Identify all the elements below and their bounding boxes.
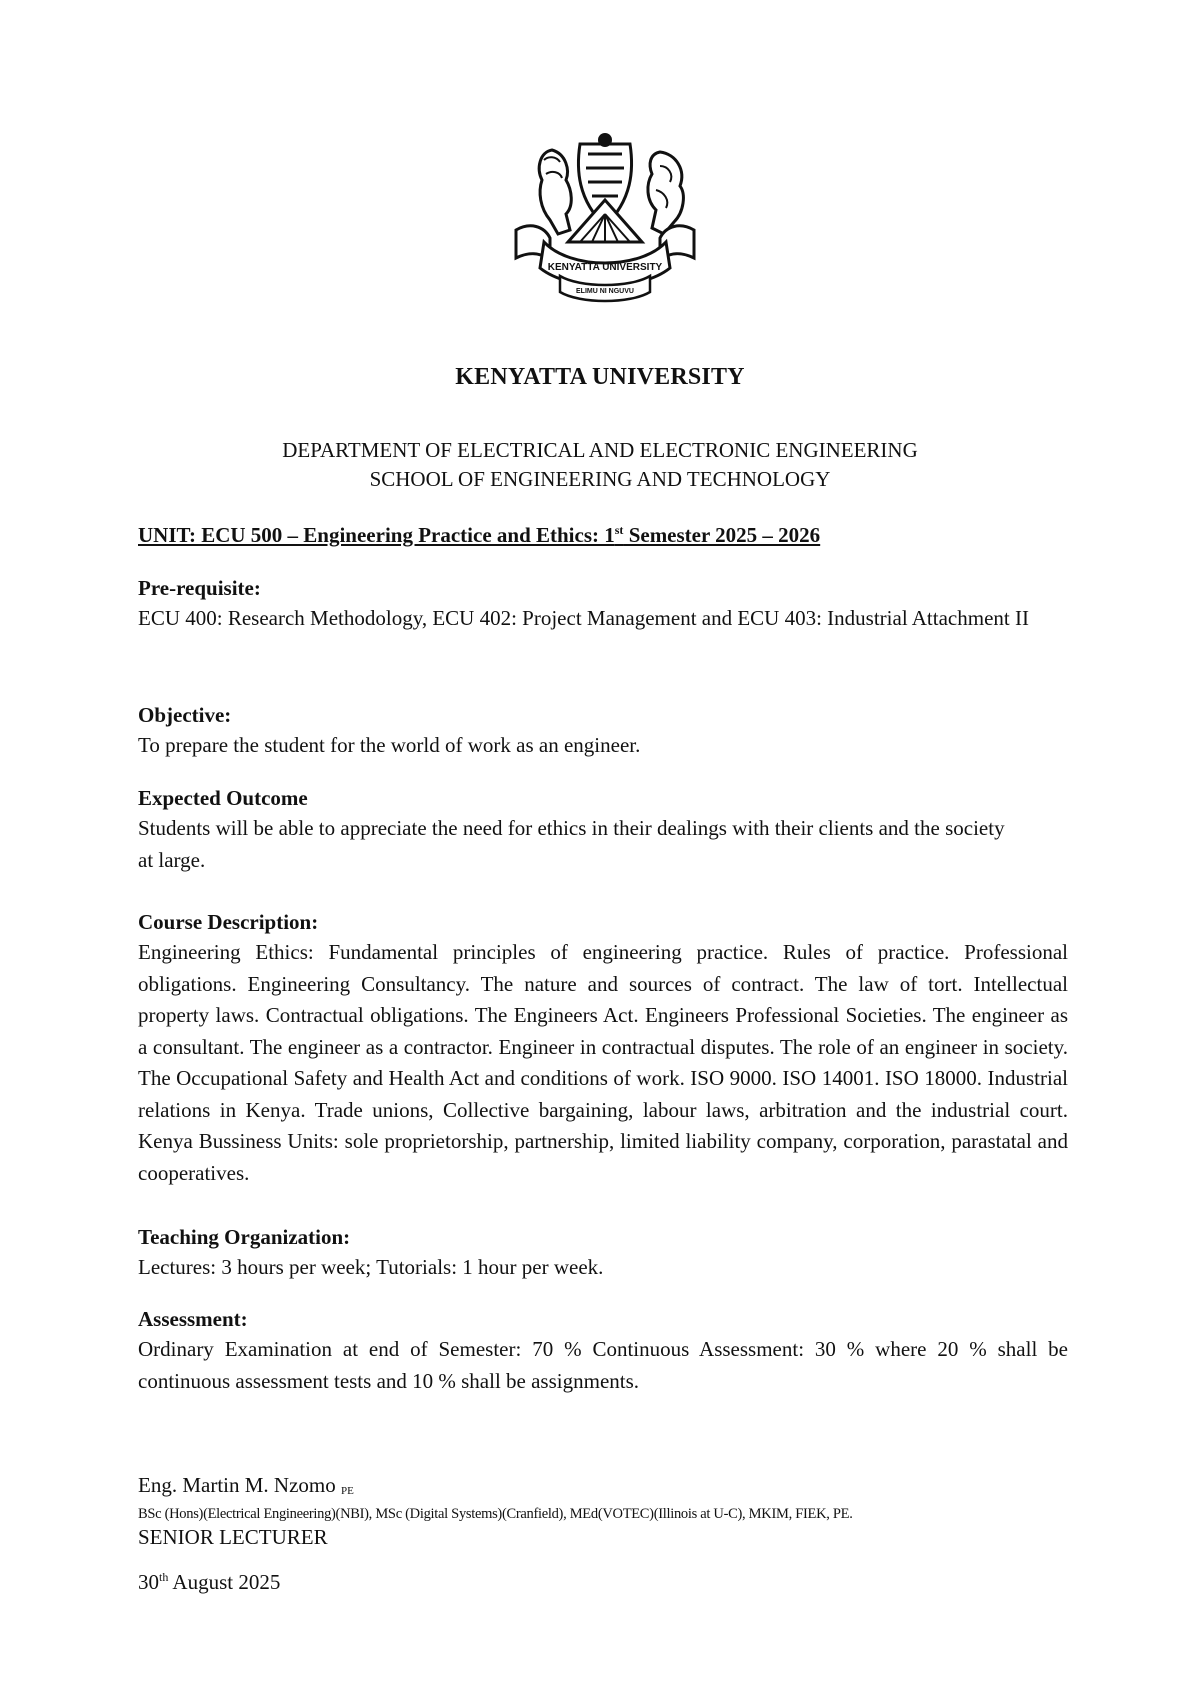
signatory-qualifications: BSc (Hons)(Electrical Engineering)(NBI), MSc (Digital Systems)(Cranfield), MEd(VOTEC)(Illinois at U-C), MKIM, FIEK, PE.: [138, 1506, 853, 1522]
description-heading: Course Description:: [138, 910, 319, 934]
unit-title-suffix: Semester 2025 – 2026: [623, 523, 821, 547]
teaching-heading: Teaching Organization:: [138, 1225, 351, 1249]
signatory-name-line: [138, 1472, 1138, 1504]
logo-motto-text: ELIMU NI NGUVU: [576, 288, 634, 295]
section-prerequisite: [138, 573, 1068, 635]
date-rest: August 2025: [168, 1570, 281, 1594]
prerequisite-text: ECU 400: Research Methodology, ECU 402: Project Management and ECU 403: Industrial Attachment II: [138, 606, 1029, 630]
objective-text: To prepare the student for the world of work as an engineer.: [138, 733, 641, 757]
section-expected-outcome: [138, 783, 1068, 876]
teaching-text: Lectures: 3 hours per week; Tutorials: 1 hour per week.: [138, 1255, 604, 1279]
objective-heading: Objective:: [138, 703, 232, 727]
university-crest-logo: [510, 130, 700, 308]
department-name: DEPARTMENT OF ELECTRICAL AND ELECTRONIC ENGINEERING: [282, 438, 918, 462]
date-day: 30: [138, 1570, 159, 1594]
signatory-title: SENIOR LECTURER: [138, 1525, 328, 1549]
assessment-heading: Assessment:: [138, 1307, 248, 1331]
header-department-block: [0, 436, 1200, 494]
prerequisite-heading: Pre-requisite:: [138, 576, 261, 600]
outcome-text: Students will be able to appreciate the need for ethics in their dealings with their clients and the society at large.: [138, 816, 1005, 872]
school-name: SCHOOL OF ENGINEERING AND TECHNOLOGY: [369, 467, 831, 491]
assessment-text: Ordinary Examination at end of Semester: 70 % Continuous Assessment: 30 % where 20 % shall be continuous assessment tests and 10 % shall be assignments.: [138, 1337, 1068, 1393]
university-name: KENYATTA UNIVERSITY: [455, 364, 745, 390]
unit-title-ordinal: st: [614, 523, 624, 537]
document-date: [138, 1564, 1138, 1595]
section-assessment: [138, 1304, 1068, 1397]
unit-title: [138, 523, 1068, 548]
section-teaching-organization: [138, 1222, 1068, 1284]
logo-banner-text: KENYATTA UNIVERSITY: [547, 262, 663, 273]
signature-block: [138, 1472, 1138, 1595]
unit-title-prefix: UNIT: ECU 500 – Engineering Practice and Ethics: 1: [138, 523, 615, 547]
signatory-name: Eng. Martin M. Nzomo: [138, 1473, 336, 1497]
section-course-description: [138, 907, 1068, 1189]
description-text: Engineering Ethics: Fundamental principles of engineering practice. Rules of practice. Professional obligations. Engineering Consultancy. The nature and sources of contract. The law of tort. Intellectual property laws. Contractual obligations. The Engineers Act. Engineers Professional Societies. The engineer as a consultant. The engineer as a contractor. Engineer in contractual disputes. The role of an engineer in society. The Occupational Safety and Health Act and conditions of work. ISO 9000. ISO 14001. ISO 18000. Industrial relations in Kenya. Trade unions, Collective bargaining, labour laws, arbitration and the industrial court. Kenya Bussiness Units: sole proprietorship, partnership, limited liability company, corporation, parastatal and cooperatives.: [138, 940, 1068, 1185]
date-ordinal: th: [159, 1570, 169, 1584]
signatory-name-suffix: PE: [340, 1485, 354, 1497]
outcome-heading: Expected Outcome: [138, 786, 308, 810]
section-objective: [138, 700, 1068, 762]
